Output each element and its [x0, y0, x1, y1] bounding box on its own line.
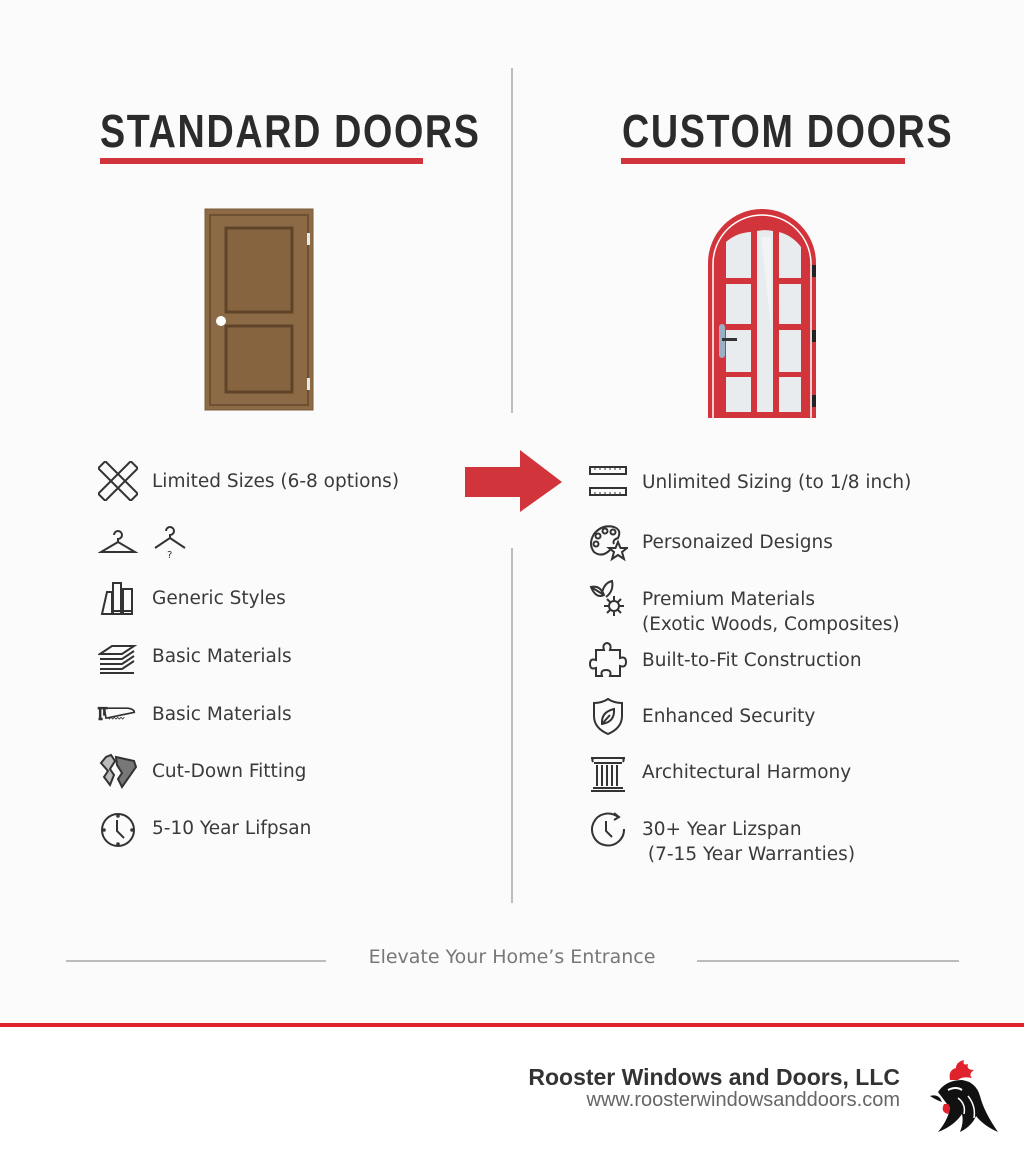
- feature-text: Built-to-Fit Construction: [642, 650, 862, 671]
- feature-text: Premium Materials (Exotic Woods, Composites): [642, 589, 900, 635]
- standard-feature-hangers: [98, 521, 204, 561]
- feature-text: Architectural Harmony: [642, 762, 852, 783]
- custom-feature-designs: [588, 522, 833, 562]
- custom-doors-title: CUSTOM DOORS: [622, 105, 954, 157]
- center-divider-bottom: [511, 548, 513, 903]
- custom-title-underline: [621, 158, 905, 164]
- broken-heart-icon: [98, 751, 138, 791]
- feature-text: 30+ Year Lizspan (7-15 Year Warranties): [642, 819, 856, 865]
- hanger-question-icon: [150, 521, 190, 561]
- custom-door-illustration: [705, 207, 820, 419]
- custom-feature-materials: [588, 579, 900, 637]
- standard-feature-materials: [98, 636, 292, 676]
- standard-feature-fitting: [98, 751, 306, 791]
- feature-text: Basic Materials: [152, 646, 292, 667]
- standard-feature-styles: [98, 578, 286, 618]
- feature-text: Cut-Down Fitting: [152, 761, 307, 782]
- stacked-layers-icon: [98, 636, 138, 676]
- feature-text: Unlimited Sizing (to 1/8 inch): [642, 472, 912, 493]
- crossed-rulers-icon: [98, 461, 138, 501]
- custom-feature-construction: [588, 640, 862, 680]
- leaf-gear-icon: [588, 579, 628, 619]
- shield-leaf-icon: [588, 696, 628, 736]
- custom-feature-sizing: [588, 462, 911, 502]
- clock-icon: [98, 808, 138, 848]
- column-icon: [588, 752, 628, 792]
- standard-doors-title: STANDARD DOORS: [100, 105, 481, 157]
- standard-title-underline: [100, 158, 423, 164]
- svg-text:?: ?: [167, 550, 173, 561]
- puzzle-piece-icon: [588, 640, 628, 680]
- custom-feature-architecture: [588, 752, 851, 792]
- standard-feature-materials-saw: [92, 694, 292, 734]
- feature-text: Enhanced Security: [642, 706, 816, 727]
- center-divider-top: [511, 68, 513, 413]
- custom-feature-security: [588, 696, 815, 736]
- feature-text: Generic Styles: [152, 588, 286, 609]
- right-arrow-icon: [465, 450, 565, 514]
- clock-refresh-icon: [588, 809, 628, 849]
- tagline: Elevate Your Home’s Entrance: [368, 946, 656, 968]
- standard-feature-sizes: [98, 461, 399, 501]
- palette-star-icon: [588, 522, 628, 562]
- feature-text: Personaized Designs: [642, 532, 833, 553]
- company-name: Rooster Windows and Doors, LLC: [528, 1064, 900, 1090]
- feature-text: 5-10 Year Lifpsan: [152, 818, 312, 839]
- feature-text: Basic Materials: [152, 704, 292, 725]
- saw-icon: [92, 694, 140, 734]
- custom-feature-lifespan: [588, 809, 855, 867]
- rooster-logo-icon: [918, 1056, 1004, 1136]
- feature-text: Limited Sizes (6-8 options): [152, 471, 400, 492]
- books-icon: [98, 578, 138, 618]
- standard-door-illustration: [204, 208, 316, 411]
- hanger-icon: [98, 521, 138, 561]
- standard-feature-lifespan: [98, 808, 311, 848]
- company-website-link[interactable]: www.roosterwindowsanddoors.com: [586, 1089, 900, 1111]
- rulers-icon: [588, 462, 628, 502]
